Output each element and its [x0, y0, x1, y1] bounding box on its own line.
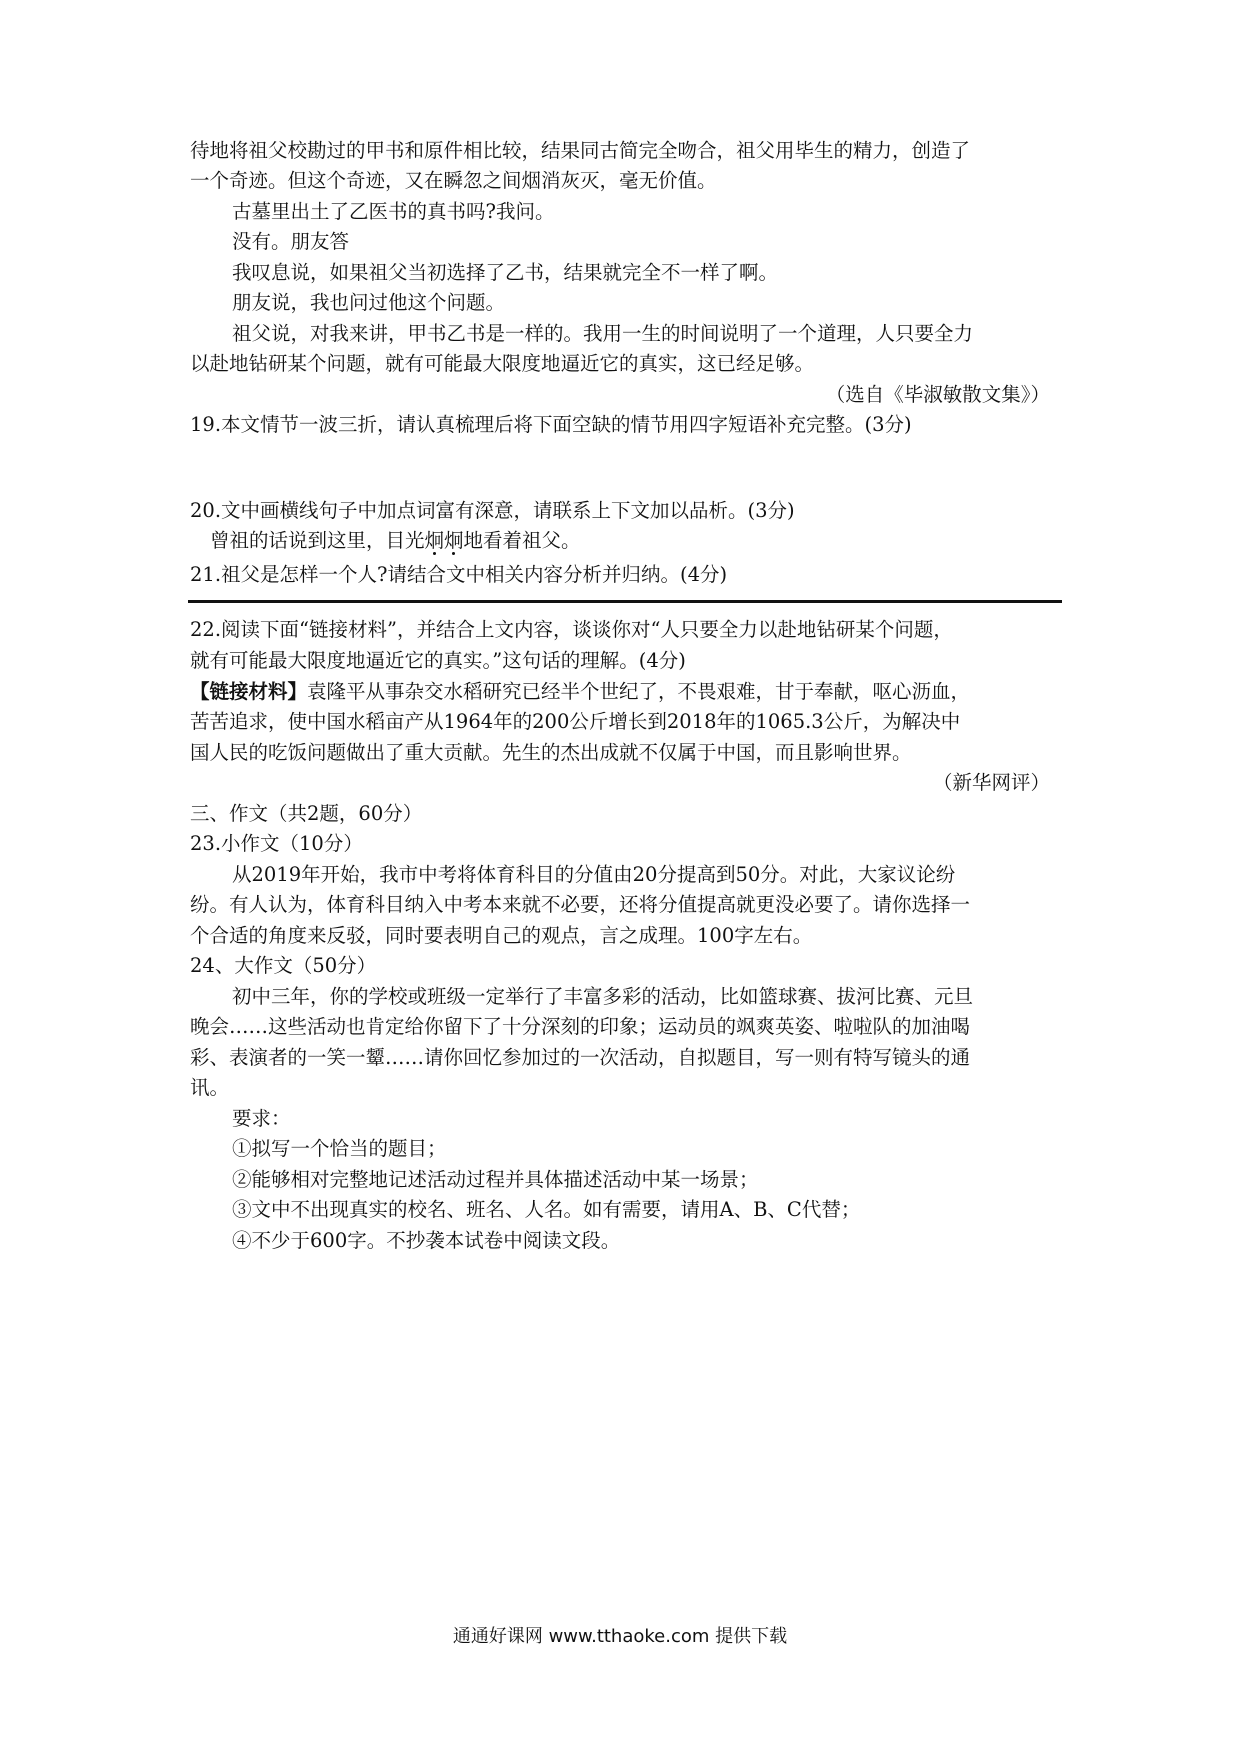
- divider-rule: [188, 600, 1062, 603]
- requirement-2: ②能够相对完整地记述活动过程并具体描述活动中某一场景；: [232, 1168, 759, 1191]
- question-23: 23.小作文（10分）: [190, 832, 363, 855]
- requirements-title: 要求：: [232, 1107, 291, 1130]
- requirement-4: ④不少于600字。不抄袭本试卷中阅读文段。: [232, 1229, 621, 1252]
- question-24-line-4: 讯。: [190, 1076, 230, 1099]
- question-21: 21.祖父是怎样一个人?请结合文中相关内容分析并归纳。(4分): [190, 563, 728, 586]
- link-material-line-3: 国人民的吃饭问题做出了重大贡献。先生的杰出成就不仅属于中国，而且影响世界。: [190, 741, 912, 764]
- requirement-1: ①拟写一个恰当的题目；: [232, 1137, 447, 1160]
- section-composition: 三、作文（共2题，60分）: [190, 802, 423, 825]
- passage-line-3: 古墓里出土了乙医书的真书吗?我问。: [232, 200, 555, 223]
- question-23-line-3: 个合适的角度来反驳，同时要表明自己的观点，言之成理。100字左右。: [190, 924, 813, 947]
- question-24-line-1: 初中三年，你的学校或班级一定举行了丰富多彩的活动，比如篮球赛、拔河比赛、元旦: [232, 985, 974, 1008]
- quote-part-a: 曾祖的话说到这里，目光: [210, 529, 425, 552]
- passage-line-7: 祖父说，对我来讲，甲书乙书是一样的。我用一生的时间说明了一个道理，人只要全力: [232, 322, 974, 345]
- passage-line-2: 一个奇迹。但这个奇迹，又在瞬忽之间烟消灰灭，毫无价值。: [190, 169, 717, 192]
- quote-part-b: 地看着祖父。: [463, 529, 581, 552]
- question-24: 24、大作文（50分）: [190, 954, 377, 977]
- passage-line-8: 以赴地钻研某个问题，就有可能最大限度地逼近它的真实，这已经足够。: [190, 352, 815, 375]
- passage-line-6: 朋友说，我也问过他这个问题。: [232, 291, 506, 314]
- requirement-3: ③文中不出现真实的校名、班名、人名。如有需要，请用A、B、C代替；: [232, 1198, 861, 1221]
- question-24-line-2: 晚会……这些活动也肯定给你留下了十分深刻的印象；运动员的飒爽英姿、啦啦队的加油喝: [190, 1015, 971, 1038]
- link-material-label: 【链接材料】: [190, 680, 308, 703]
- passage-line-4: 没有。朋友答: [232, 230, 350, 253]
- question-23-line-1: 从2019年开始，我市中考将体育科目的分值由20分提高到50分。对此，大家议论纷: [232, 863, 956, 886]
- link-material-line-1: [190, 677, 1060, 707]
- passage-source: （选自《毕淑敏散文集》）: [825, 383, 1050, 406]
- link-material-text-1: 袁隆平从事杂交水稻研究已经半个世纪了，不畏艰难，甘于奉献，呕心沥血，: [307, 680, 971, 703]
- emphasis-char-2: 炯: [444, 529, 464, 552]
- link-material-source: （新华网评）: [932, 771, 1050, 794]
- question-22-line-1: 22.阅读下面“链接材料”，并结合上文内容，谈谈你对“人只要全力以赴地钻研某个问题，: [190, 618, 953, 641]
- question-19: 19.本文情节一波三折，请认真梳理后将下面空缺的情节用四字短语补充完整。(3分): [190, 413, 912, 436]
- link-material-line-2: 苦苦追求，使中国水稻亩产从1964年的200公斤增长到2018年的1065.3公斤，为解决中: [190, 710, 961, 733]
- question-23-line-2: 纷。有人认为，体育科目纳入中考本来就不必要，还将分值提高就更没必要了。请你选择一: [190, 893, 971, 916]
- emphasis-char-1: 炯: [424, 529, 445, 552]
- footer-watermark: 通通好课网 www.tthaoke.com 提供下载: [452, 1626, 788, 1647]
- passage-line-5: 我叹息说，如果祖父当初选择了乙书，结果就完全不一样了啊。: [232, 261, 779, 284]
- question-22-line-2: 就有可能最大限度地逼近它的真实。”这句话的理解。(4分): [190, 649, 686, 672]
- question-20-quote: [210, 526, 1080, 556]
- question-20: 20.文中画横线句子中加点词富有深意，请联系上下文加以品析。(3分): [190, 499, 795, 522]
- passage-line-1: 待地将祖父校勘过的甲书和原件相比较，结果同古简完全吻合，祖父用毕生的精力，创造了: [190, 139, 971, 162]
- question-24-line-3: 彩、表演者的一笑一颦……请你回忆参加过的一次活动，自拟题目，写一则有特写镜头的通: [190, 1046, 971, 1069]
